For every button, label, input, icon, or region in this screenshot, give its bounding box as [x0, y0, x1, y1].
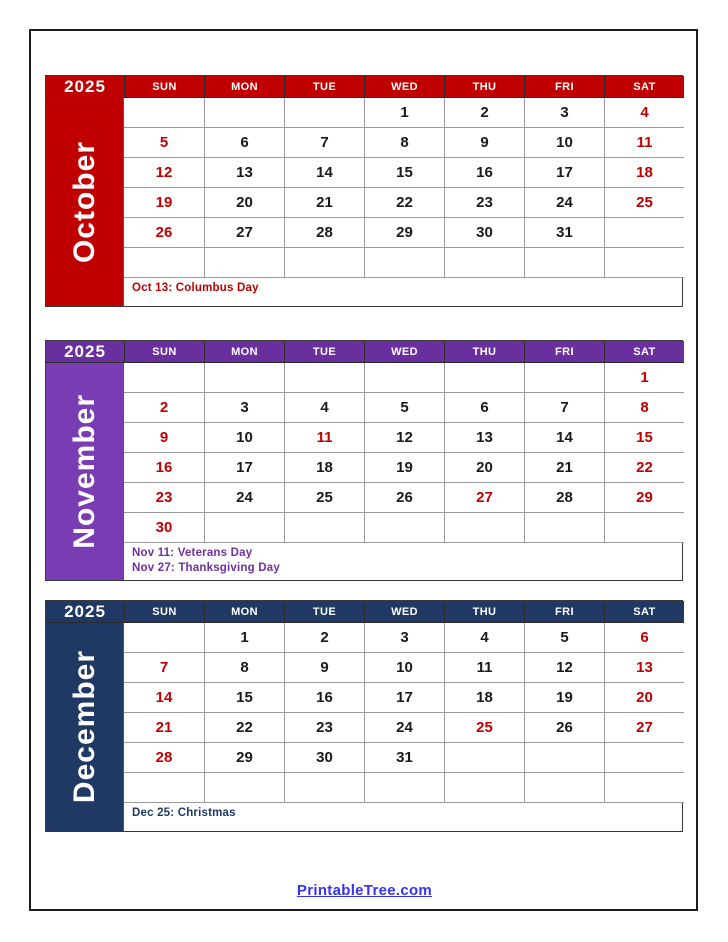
date-cell: 1	[364, 98, 444, 128]
month-name: October	[67, 140, 101, 264]
date-cell: 30	[444, 218, 524, 248]
date-cell: 11	[284, 423, 364, 453]
date-cell: 28	[524, 483, 604, 513]
date-cell: 14	[524, 423, 604, 453]
weekday-header: MON	[204, 341, 284, 363]
date-cell: 25	[444, 713, 524, 743]
date-cell: 25	[284, 483, 364, 513]
date-cell: 2	[444, 98, 524, 128]
date-cell: 22	[204, 713, 284, 743]
date-cell	[604, 513, 684, 543]
date-cell: 13	[204, 158, 284, 188]
date-cell: 12	[524, 653, 604, 683]
date-cell	[604, 743, 684, 773]
weekday-header: SAT	[604, 76, 684, 98]
weekday-header: TUE	[284, 601, 364, 623]
date-cell: 13	[444, 423, 524, 453]
weekday-header: WED	[364, 341, 444, 363]
date-cell: 1	[204, 623, 284, 653]
date-cell: 5	[124, 128, 204, 158]
date-cell: 25	[604, 188, 684, 218]
month-sidebar	[46, 98, 124, 306]
date-cell: 10	[364, 653, 444, 683]
weekday-header: THU	[444, 341, 524, 363]
weekday-header: WED	[364, 601, 444, 623]
date-cell: 21	[124, 713, 204, 743]
date-cell	[524, 743, 604, 773]
weekday-header: WED	[364, 76, 444, 98]
weekday-header: MON	[204, 601, 284, 623]
date-cell: 23	[284, 713, 364, 743]
holiday-notes	[124, 803, 684, 831]
date-cell: 28	[124, 743, 204, 773]
date-cell: 26	[524, 713, 604, 743]
year-label: 2025	[46, 76, 124, 98]
date-cell	[364, 773, 444, 803]
date-cell	[604, 218, 684, 248]
holiday-note: Dec 25: Christmas	[132, 807, 236, 819]
date-cell: 19	[124, 188, 204, 218]
date-cell	[284, 363, 364, 393]
date-cell	[284, 98, 364, 128]
date-cell: 5	[524, 623, 604, 653]
date-cell: 23	[444, 188, 524, 218]
date-cell	[124, 773, 204, 803]
weekday-header: SUN	[124, 341, 204, 363]
weekday-header: SUN	[124, 601, 204, 623]
date-cell: 31	[524, 218, 604, 248]
date-cell: 17	[364, 683, 444, 713]
date-cell	[524, 363, 604, 393]
holiday-notes	[124, 278, 684, 306]
date-cell	[204, 363, 284, 393]
date-cell: 14	[124, 683, 204, 713]
date-cell: 20	[204, 188, 284, 218]
month-name: December	[67, 650, 101, 804]
date-cell	[524, 248, 604, 278]
date-cell: 4	[284, 393, 364, 423]
date-cell: 11	[604, 128, 684, 158]
date-cell: 16	[444, 158, 524, 188]
date-cell: 28	[284, 218, 364, 248]
date-cell	[284, 773, 364, 803]
date-cell: 26	[124, 218, 204, 248]
calendar-november	[45, 340, 683, 581]
date-cell	[604, 773, 684, 803]
date-cell	[204, 248, 284, 278]
date-cell: 29	[364, 218, 444, 248]
date-cell: 24	[364, 713, 444, 743]
date-cell: 19	[524, 683, 604, 713]
date-cell: 16	[124, 453, 204, 483]
date-cell: 22	[604, 453, 684, 483]
date-cell: 8	[604, 393, 684, 423]
holiday-note: Nov 27: Thanksgiving Day	[132, 562, 280, 574]
date-cell: 17	[204, 453, 284, 483]
calendar-grid	[45, 600, 683, 832]
date-cell	[444, 773, 524, 803]
date-cell: 23	[124, 483, 204, 513]
date-cell	[524, 773, 604, 803]
date-cell	[364, 513, 444, 543]
weekday-header: FRI	[524, 76, 604, 98]
date-cell: 8	[204, 653, 284, 683]
date-cell: 8	[364, 128, 444, 158]
date-cell: 30	[284, 743, 364, 773]
date-cell: 14	[284, 158, 364, 188]
date-cell: 26	[364, 483, 444, 513]
weekday-header: TUE	[284, 341, 364, 363]
weekday-header: THU	[444, 601, 524, 623]
year-label: 2025	[46, 341, 124, 363]
date-cell: 7	[124, 653, 204, 683]
date-cell	[444, 743, 524, 773]
date-cell: 9	[284, 653, 364, 683]
date-cell	[124, 98, 204, 128]
date-cell: 27	[444, 483, 524, 513]
date-cell: 11	[444, 653, 524, 683]
date-cell	[444, 248, 524, 278]
date-cell	[124, 363, 204, 393]
date-cell: 20	[444, 453, 524, 483]
date-cell	[604, 248, 684, 278]
date-cell: 10	[524, 128, 604, 158]
date-cell: 3	[204, 393, 284, 423]
date-cell: 31	[364, 743, 444, 773]
weekday-header: FRI	[524, 341, 604, 363]
page-border	[29, 29, 698, 911]
date-cell	[204, 513, 284, 543]
date-cell: 24	[204, 483, 284, 513]
date-cell: 1	[604, 363, 684, 393]
date-cell: 9	[444, 128, 524, 158]
calendar-grid	[45, 75, 683, 307]
date-cell	[204, 98, 284, 128]
calendar-grid	[45, 340, 683, 581]
date-cell: 10	[204, 423, 284, 453]
date-cell	[284, 248, 364, 278]
date-cell: 9	[124, 423, 204, 453]
date-cell	[444, 513, 524, 543]
holiday-notes	[124, 543, 684, 580]
date-cell	[524, 513, 604, 543]
month-sidebar	[46, 363, 124, 580]
date-cell	[284, 513, 364, 543]
date-cell: 4	[444, 623, 524, 653]
date-cell: 18	[444, 683, 524, 713]
date-cell: 15	[204, 683, 284, 713]
date-cell: 2	[124, 393, 204, 423]
holiday-note: Nov 11: Veterans Day	[132, 547, 253, 559]
calendar-october	[45, 75, 683, 307]
date-cell: 13	[604, 653, 684, 683]
year-label: 2025	[46, 601, 124, 623]
date-cell: 19	[364, 453, 444, 483]
date-cell: 18	[284, 453, 364, 483]
date-cell	[364, 363, 444, 393]
date-cell: 4	[604, 98, 684, 128]
holiday-note: Oct 13: Columbus Day	[132, 282, 259, 294]
weekday-header: SUN	[124, 76, 204, 98]
weekday-header: THU	[444, 76, 524, 98]
date-cell: 22	[364, 188, 444, 218]
date-cell	[124, 248, 204, 278]
month-name: November	[67, 394, 101, 549]
date-cell: 6	[204, 128, 284, 158]
date-cell: 29	[204, 743, 284, 773]
date-cell: 3	[524, 98, 604, 128]
date-cell: 7	[524, 393, 604, 423]
page-footer	[45, 882, 684, 900]
weekday-header: SAT	[604, 601, 684, 623]
date-cell	[124, 623, 204, 653]
date-cell: 29	[604, 483, 684, 513]
date-cell: 21	[284, 188, 364, 218]
weekday-header: FRI	[524, 601, 604, 623]
month-sidebar	[46, 623, 124, 831]
date-cell: 6	[604, 623, 684, 653]
calendar-december	[45, 600, 683, 832]
date-cell	[204, 773, 284, 803]
weekday-header: TUE	[284, 76, 364, 98]
date-cell: 15	[604, 423, 684, 453]
date-cell: 17	[524, 158, 604, 188]
date-cell: 18	[604, 158, 684, 188]
date-cell: 12	[124, 158, 204, 188]
weekday-header: MON	[204, 76, 284, 98]
date-cell	[364, 248, 444, 278]
date-cell: 6	[444, 393, 524, 423]
date-cell: 3	[364, 623, 444, 653]
date-cell: 27	[204, 218, 284, 248]
date-cell: 5	[364, 393, 444, 423]
date-cell	[444, 363, 524, 393]
date-cell: 21	[524, 453, 604, 483]
date-cell: 2	[284, 623, 364, 653]
date-cell: 12	[364, 423, 444, 453]
weekday-header: SAT	[604, 341, 684, 363]
date-cell: 7	[284, 128, 364, 158]
footer-link[interactable]: PrintableTree.com	[296, 882, 433, 899]
date-cell: 16	[284, 683, 364, 713]
date-cell: 27	[604, 713, 684, 743]
date-cell: 20	[604, 683, 684, 713]
date-cell: 24	[524, 188, 604, 218]
date-cell: 30	[124, 513, 204, 543]
date-cell: 15	[364, 158, 444, 188]
